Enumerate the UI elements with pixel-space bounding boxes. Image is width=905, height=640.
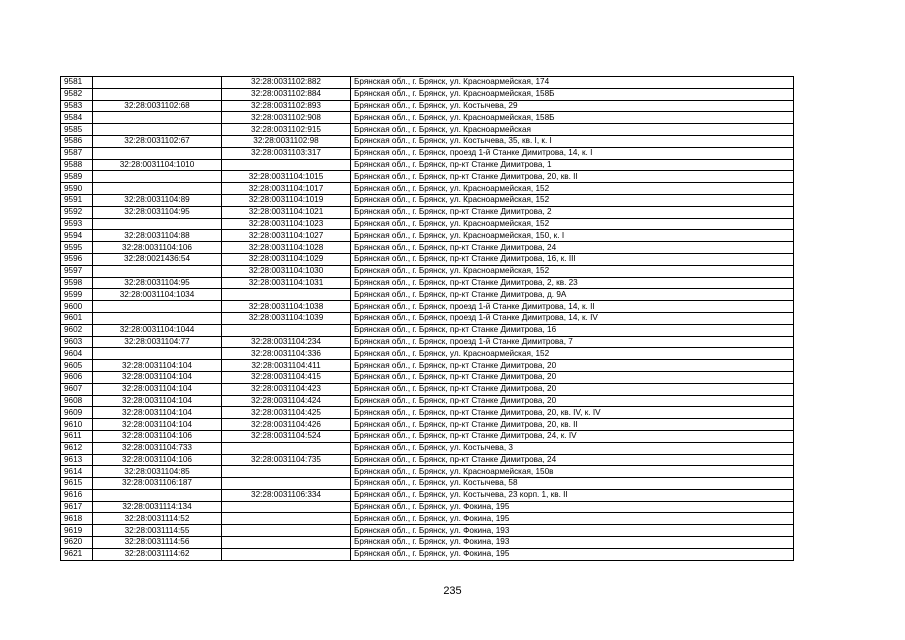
object-cadastral-number-cell: 32:28:0031103:317 [222, 147, 351, 159]
row-number-cell: 9591 [61, 194, 93, 206]
address-cell: Брянская обл., г. Брянск, пр-кт Станке Димитрова, 2, кв. 23 [351, 277, 794, 289]
address-cell: Брянская обл., г. Брянск, ул. Костычева, 58 [351, 478, 794, 490]
row-number-cell: 9615 [61, 478, 93, 490]
address-cell: Брянская обл., г. Брянск, пр-кт Станке Димитрова, 20, кв. IV, к. IV [351, 407, 794, 419]
table-row [61, 336, 794, 348]
address-cell: Брянская обл., г. Брянск, пр-кт Станке Димитрова, 16, к. III [351, 253, 794, 265]
object-cadastral-number-cell: 32:28:0031104:234 [222, 336, 351, 348]
object-cadastral-number-cell [222, 548, 351, 560]
address-cell: Брянская обл., г. Брянск, пр-кт Станке Димитрова, 20 [351, 360, 794, 372]
table-row [61, 348, 794, 360]
object-cadastral-number-cell: 32:28:0031104:415 [222, 371, 351, 383]
parcel-cadastral-number-cell: 32:28:0031114:56 [93, 537, 222, 549]
object-cadastral-number-cell: 32:28:0031104:1019 [222, 194, 351, 206]
parcel-cadastral-number-cell: 32:28:0021436:54 [93, 253, 222, 265]
table-row [61, 501, 794, 513]
address-cell: Брянская обл., г. Брянск, пр-кт Станке Димитрова, 20 [351, 383, 794, 395]
row-number-cell: 9613 [61, 454, 93, 466]
object-cadastral-number-cell [222, 537, 351, 549]
object-cadastral-number-cell: 32:28:0031104:1015 [222, 171, 351, 183]
object-cadastral-number-cell [222, 513, 351, 525]
object-cadastral-number-cell [222, 478, 351, 490]
table-row [61, 537, 794, 549]
address-cell: Брянская обл., г. Брянск, ул. Костычева, 23 корп. 1, кв. II [351, 489, 794, 501]
address-cell: Брянская обл., г. Брянск, пр-кт Станке Димитрова, д. 9А [351, 289, 794, 301]
table-row [61, 478, 794, 490]
parcel-cadastral-number-cell: 32:28:0031104:77 [93, 336, 222, 348]
table-row [61, 454, 794, 466]
row-number-cell: 9590 [61, 183, 93, 195]
object-cadastral-number-cell [222, 442, 351, 454]
table-body [61, 77, 794, 561]
parcel-cadastral-number-cell: 32:28:0031104:106 [93, 242, 222, 254]
table-row [61, 466, 794, 478]
address-cell: Брянская обл., г. Брянск, ул. Красноармейская, 152 [351, 194, 794, 206]
table-row [61, 383, 794, 395]
page-number: 235 [443, 585, 462, 597]
table-row [61, 277, 794, 289]
parcel-cadastral-number-cell: 32:28:0031104:1044 [93, 324, 222, 336]
parcel-cadastral-number-cell [93, 218, 222, 230]
object-cadastral-number-cell: 32:28:0031106:334 [222, 489, 351, 501]
object-cadastral-number-cell [222, 501, 351, 513]
table-row [61, 159, 794, 171]
parcel-cadastral-number-cell [93, 124, 222, 136]
parcel-cadastral-number-cell [93, 348, 222, 360]
table-row [61, 360, 794, 372]
table-row [61, 324, 794, 336]
address-cell: Брянская обл., г. Брянск, проезд 1-й Станке Димитрова, 14, к. IV [351, 312, 794, 324]
row-number-cell: 9606 [61, 371, 93, 383]
object-cadastral-number-cell: 32:28:0031104:426 [222, 419, 351, 431]
row-number-cell: 9608 [61, 395, 93, 407]
object-cadastral-number-cell: 32:28:0031104:1039 [222, 312, 351, 324]
object-cadastral-number-cell: 32:28:0031104:1028 [222, 242, 351, 254]
row-number-cell: 9614 [61, 466, 93, 478]
object-cadastral-number-cell: 32:28:0031104:1017 [222, 183, 351, 195]
parcel-cadastral-number-cell: 32:28:0031104:104 [93, 371, 222, 383]
address-cell: Брянская обл., г. Брянск, ул. Красноармейская, 174 [351, 77, 794, 89]
parcel-cadastral-number-cell: 32:28:0031104:104 [93, 395, 222, 407]
row-number-cell: 9621 [61, 548, 93, 560]
address-cell: Брянская обл., г. Брянск, ул. Красноармейская, 150в [351, 466, 794, 478]
table-row [61, 112, 794, 124]
table-row [61, 194, 794, 206]
row-number-cell: 9612 [61, 442, 93, 454]
table-row [61, 513, 794, 525]
table-row [61, 206, 794, 218]
row-number-cell: 9616 [61, 489, 93, 501]
address-cell: Брянская обл., г. Брянск, пр-кт Станке Димитрова, 16 [351, 324, 794, 336]
object-cadastral-number-cell: 32:28:0031102:98 [222, 135, 351, 147]
address-cell: Брянская обл., г. Брянск, ул. Красноармейская, 150, к. I [351, 230, 794, 242]
table-row [61, 265, 794, 277]
row-number-cell: 9604 [61, 348, 93, 360]
parcel-cadastral-number-cell [93, 489, 222, 501]
address-cell: Брянская обл., г. Брянск, пр-кт Станке Димитрова, 24 [351, 242, 794, 254]
object-cadastral-number-cell: 32:28:0031104:1030 [222, 265, 351, 277]
address-cell: Брянская обл., г. Брянск, пр-кт Станке Димитрова, 1 [351, 159, 794, 171]
registry-table [60, 76, 794, 561]
parcel-cadastral-number-cell [93, 88, 222, 100]
object-cadastral-number-cell: 32:28:0031102:915 [222, 124, 351, 136]
row-number-cell: 9600 [61, 301, 93, 313]
parcel-cadastral-number-cell: 32:28:0031114:134 [93, 501, 222, 513]
row-number-cell: 9585 [61, 124, 93, 136]
parcel-cadastral-number-cell: 32:28:0031104:95 [93, 206, 222, 218]
parcel-cadastral-number-cell [93, 77, 222, 89]
parcel-cadastral-number-cell: 32:28:0031104:106 [93, 454, 222, 466]
table-row [61, 77, 794, 89]
table-row [61, 135, 794, 147]
table-row [61, 230, 794, 242]
row-number-cell: 9619 [61, 525, 93, 537]
address-cell: Брянская обл., г. Брянск, пр-кт Станке Димитрова, 2 [351, 206, 794, 218]
row-number-cell: 9618 [61, 513, 93, 525]
object-cadastral-number-cell [222, 324, 351, 336]
address-cell: Брянская обл., г. Брянск, ул. Фокина, 193 [351, 525, 794, 537]
row-number-cell: 9603 [61, 336, 93, 348]
object-cadastral-number-cell: 32:28:0031104:423 [222, 383, 351, 395]
object-cadastral-number-cell: 32:28:0031104:424 [222, 395, 351, 407]
parcel-cadastral-number-cell [93, 147, 222, 159]
object-cadastral-number-cell: 32:28:0031104:336 [222, 348, 351, 360]
parcel-cadastral-number-cell [93, 183, 222, 195]
address-cell: Брянская обл., г. Брянск, ул. Красноармейская, 158Б [351, 88, 794, 100]
address-cell: Брянская обл., г. Брянск, ул. Костычева, 35, кв. I, к. I [351, 135, 794, 147]
address-cell: Брянская обл., г. Брянск, ул. Красноармейская, 152 [351, 348, 794, 360]
object-cadastral-number-cell [222, 159, 351, 171]
address-cell: Брянская обл., г. Брянск, пр-кт Станке Димитрова, 24 [351, 454, 794, 466]
address-cell: Брянская обл., г. Брянск, проезд 1-й Станке Димитрова, 14, к. II [351, 301, 794, 313]
row-number-cell: 9593 [61, 218, 93, 230]
address-cell: Брянская обл., г. Брянск, ул. Фокина, 195 [351, 513, 794, 525]
table-row [61, 371, 794, 383]
table-row [61, 253, 794, 265]
parcel-cadastral-number-cell: 32:28:0031104:104 [93, 419, 222, 431]
row-number-cell: 9583 [61, 100, 93, 112]
table-row [61, 312, 794, 324]
parcel-cadastral-number-cell: 32:28:0031104:733 [93, 442, 222, 454]
object-cadastral-number-cell [222, 525, 351, 537]
parcel-cadastral-number-cell [93, 301, 222, 313]
row-number-cell: 9617 [61, 501, 93, 513]
address-cell: Брянская обл., г. Брянск, пр-кт Станке Димитрова, 20, кв. II [351, 419, 794, 431]
parcel-cadastral-number-cell: 32:28:0031104:85 [93, 466, 222, 478]
parcel-cadastral-number-cell: 32:28:0031104:1034 [93, 289, 222, 301]
parcel-cadastral-number-cell [93, 265, 222, 277]
address-cell: Брянская обл., г. Брянск, ул. Костычева, 29 [351, 100, 794, 112]
object-cadastral-number-cell: 32:28:0031104:1031 [222, 277, 351, 289]
row-number-cell: 9581 [61, 77, 93, 89]
row-number-cell: 9609 [61, 407, 93, 419]
object-cadastral-number-cell: 32:28:0031104:1029 [222, 253, 351, 265]
table-row [61, 147, 794, 159]
table-row [61, 442, 794, 454]
row-number-cell: 9605 [61, 360, 93, 372]
parcel-cadastral-number-cell [93, 112, 222, 124]
parcel-cadastral-number-cell: 32:28:0031102:68 [93, 100, 222, 112]
parcel-cadastral-number-cell: 32:28:0031114:52 [93, 513, 222, 525]
address-cell: Брянская обл., г. Брянск, пр-кт Станке Димитрова, 20, кв. II [351, 171, 794, 183]
object-cadastral-number-cell: 32:28:0031104:411 [222, 360, 351, 372]
object-cadastral-number-cell: 32:28:0031102:893 [222, 100, 351, 112]
address-cell: Брянская обл., г. Брянск, проезд 1-й Станке Димитрова, 7 [351, 336, 794, 348]
row-number-cell: 9597 [61, 265, 93, 277]
object-cadastral-number-cell [222, 466, 351, 478]
object-cadastral-number-cell: 32:28:0031104:1038 [222, 301, 351, 313]
parcel-cadastral-number-cell: 32:28:0031114:55 [93, 525, 222, 537]
object-cadastral-number-cell: 32:28:0031102:882 [222, 77, 351, 89]
parcel-cadastral-number-cell: 32:28:0031114:62 [93, 548, 222, 560]
address-cell: Брянская обл., г. Брянск, ул. Красноармейская, 158Б [351, 112, 794, 124]
parcel-cadastral-number-cell: 32:28:0031104:1010 [93, 159, 222, 171]
table-row [61, 242, 794, 254]
address-cell: Брянская обл., г. Брянск, ул. Фокина, 193 [351, 537, 794, 549]
row-number-cell: 9598 [61, 277, 93, 289]
address-cell: Брянская обл., г. Брянск, ул. Фокина, 195 [351, 548, 794, 560]
address-cell: Брянская обл., г. Брянск, ул. Красноармейская, 152 [351, 183, 794, 195]
parcel-cadastral-number-cell [93, 171, 222, 183]
address-cell: Брянская обл., г. Брянск, ул. Красноармейская, 152 [351, 218, 794, 230]
row-number-cell: 9602 [61, 324, 93, 336]
table-row [61, 525, 794, 537]
parcel-cadastral-number-cell: 32:28:0031104:104 [93, 383, 222, 395]
row-number-cell: 9607 [61, 383, 93, 395]
parcel-cadastral-number-cell: 32:28:0031102:67 [93, 135, 222, 147]
row-number-cell: 9584 [61, 112, 93, 124]
table-row [61, 183, 794, 195]
object-cadastral-number-cell: 32:28:0031104:1027 [222, 230, 351, 242]
table-row [61, 218, 794, 230]
table-row [61, 289, 794, 301]
object-cadastral-number-cell [222, 289, 351, 301]
table-row [61, 430, 794, 442]
parcel-cadastral-number-cell: 32:28:0031104:106 [93, 430, 222, 442]
address-cell: Брянская обл., г. Брянск, пр-кт Станке Димитрова, 24, к. IV [351, 430, 794, 442]
row-number-cell: 9601 [61, 312, 93, 324]
object-cadastral-number-cell: 32:28:0031104:1021 [222, 206, 351, 218]
parcel-cadastral-number-cell [93, 312, 222, 324]
table-row [61, 100, 794, 112]
object-cadastral-number-cell: 32:28:0031102:884 [222, 88, 351, 100]
row-number-cell: 9592 [61, 206, 93, 218]
address-cell: Брянская обл., г. Брянск, ул. Красноармейская [351, 124, 794, 136]
row-number-cell: 9611 [61, 430, 93, 442]
address-cell: Брянская обл., г. Брянск, проезд 1-й Станке Димитрова, 14, к. I [351, 147, 794, 159]
table-row [61, 407, 794, 419]
row-number-cell: 9588 [61, 159, 93, 171]
table-row [61, 88, 794, 100]
row-number-cell: 9620 [61, 537, 93, 549]
table-row [61, 395, 794, 407]
parcel-cadastral-number-cell: 32:28:0031104:104 [93, 360, 222, 372]
parcel-cadastral-number-cell: 32:28:0031104:88 [93, 230, 222, 242]
address-cell: Брянская обл., г. Брянск, ул. Фокина, 195 [351, 501, 794, 513]
object-cadastral-number-cell: 32:28:0031104:1023 [222, 218, 351, 230]
table-row [61, 489, 794, 501]
parcel-cadastral-number-cell: 32:28:0031104:104 [93, 407, 222, 419]
object-cadastral-number-cell: 32:28:0031104:425 [222, 407, 351, 419]
address-cell: Брянская обл., г. Брянск, ул. Красноармейская, 152 [351, 265, 794, 277]
row-number-cell: 9587 [61, 147, 93, 159]
object-cadastral-number-cell: 32:28:0031104:524 [222, 430, 351, 442]
row-number-cell: 9594 [61, 230, 93, 242]
table-row [61, 548, 794, 560]
parcel-cadastral-number-cell: 32:28:0031104:89 [93, 194, 222, 206]
row-number-cell: 9589 [61, 171, 93, 183]
object-cadastral-number-cell: 32:28:0031104:735 [222, 454, 351, 466]
row-number-cell: 9586 [61, 135, 93, 147]
row-number-cell: 9595 [61, 242, 93, 254]
address-cell: Брянская обл., г. Брянск, пр-кт Станке Димитрова, 20 [351, 371, 794, 383]
parcel-cadastral-number-cell: 32:28:0031104:95 [93, 277, 222, 289]
object-cadastral-number-cell: 32:28:0031102:908 [222, 112, 351, 124]
address-cell: Брянская обл., г. Брянск, пр-кт Станке Димитрова, 20 [351, 395, 794, 407]
row-number-cell: 9582 [61, 88, 93, 100]
table-row [61, 171, 794, 183]
table-row [61, 301, 794, 313]
parcel-cadastral-number-cell: 32:28:0031106:187 [93, 478, 222, 490]
address-cell: Брянская обл., г. Брянск, ул. Костычева, 3 [351, 442, 794, 454]
table-row [61, 419, 794, 431]
row-number-cell: 9610 [61, 419, 93, 431]
table-row [61, 124, 794, 136]
row-number-cell: 9596 [61, 253, 93, 265]
row-number-cell: 9599 [61, 289, 93, 301]
